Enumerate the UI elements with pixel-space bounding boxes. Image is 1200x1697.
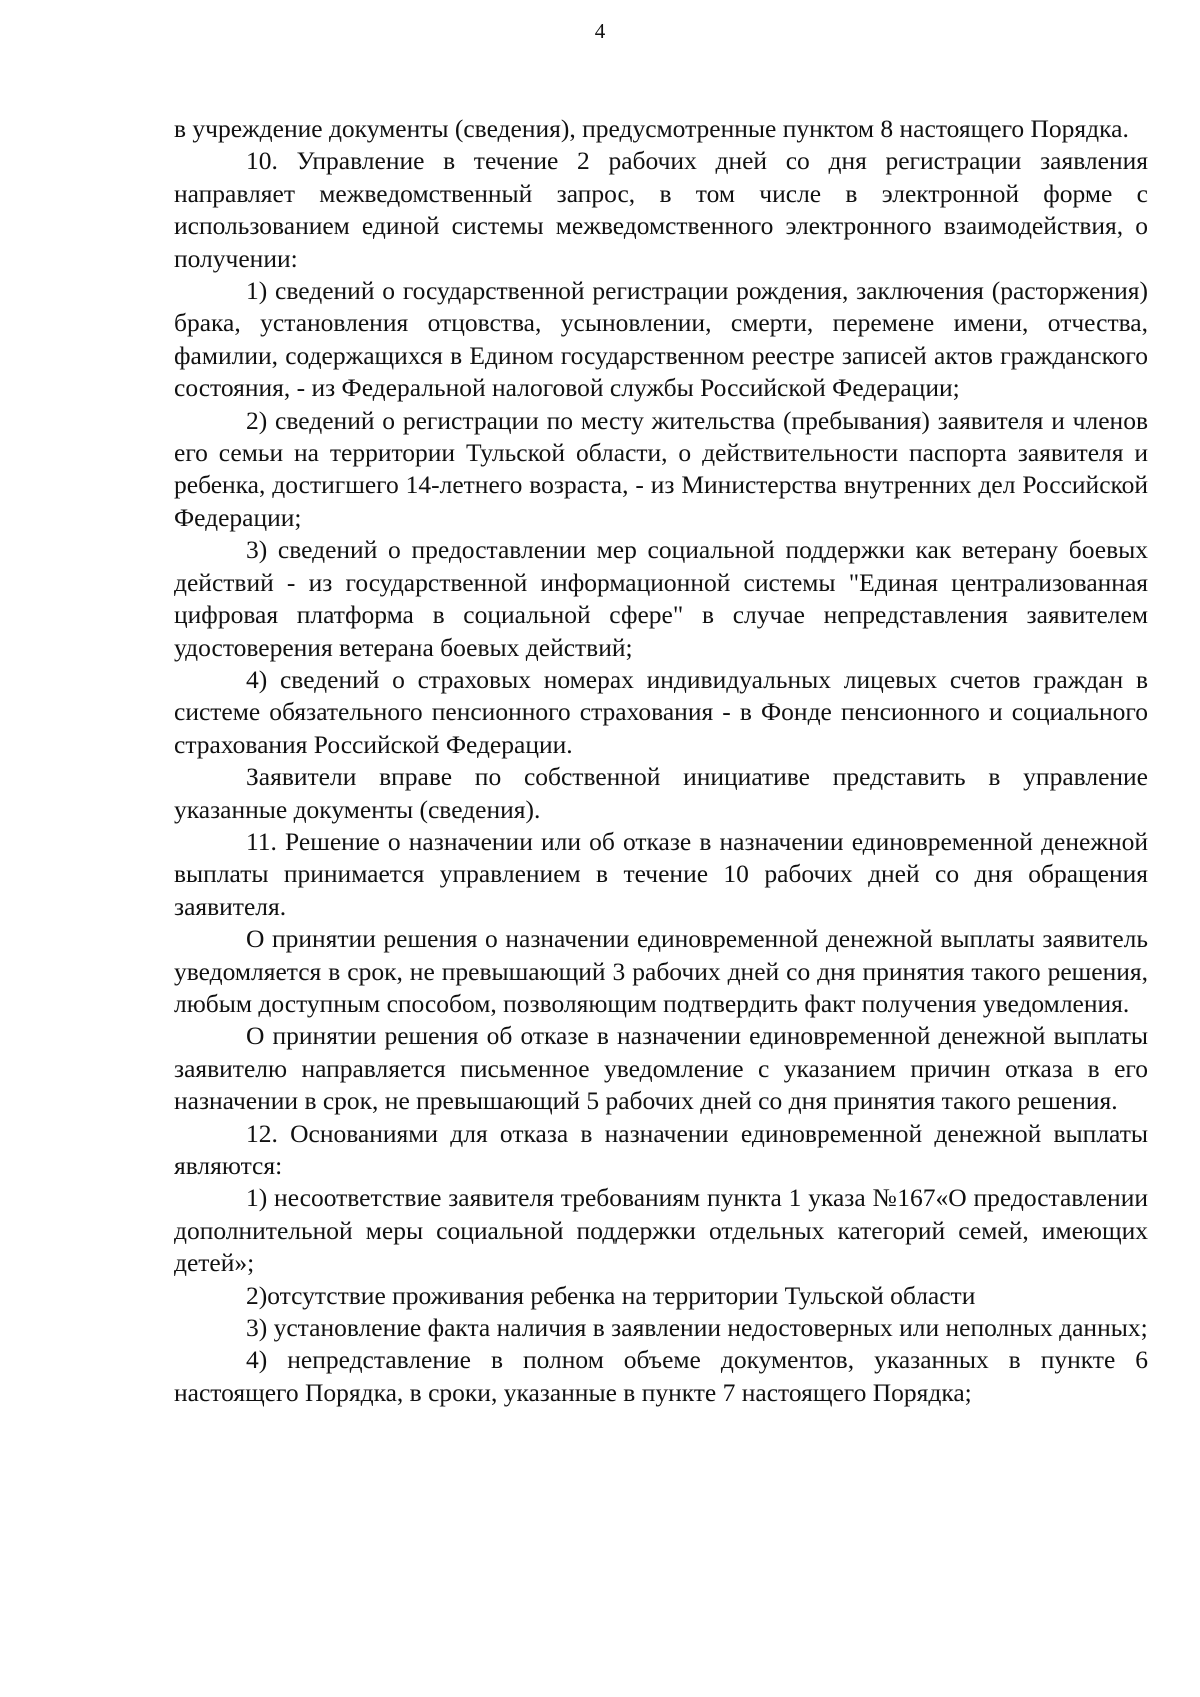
paragraph-subitem-12-2: 2)отсутствие проживания ребенка на территории Тульской области	[246, 1280, 976, 1310]
paragraph-item-11: 11. Решение о назначении или об отказе в назначении единовременной денежной выплаты принимается управлением в течение 10 рабочих дней со дня обращения заявителя.	[174, 826, 1148, 921]
paragraph-subitem-10-2: 2) сведений о регистрации по месту жительства (пребывания) заявителя и членов его семьи на территории Тульской области, о действительности паспорта заявителя и ребенка, достигшего 14-летнего возраста, - из Министерства внутренних дел Российской Федерации;	[174, 405, 1148, 532]
paragraph-item-10: 10. Управление в течение 2 рабочих дней со дня регистрации заявления направляет межведомственный запрос, в том числе в электронной форме с использованием единой системы межведомственного электронного взаимодействия, о получении:	[174, 146, 1148, 273]
paragraph-subitem-10-1: 1) сведений о государственной регистрации рождения, заключения (расторжения) брака, установления отцовства, усыновлении, смерти, перемене имени, отчества, фамилии, содержащихся в Едином государственном реестре записей актов гражданского состояния, - из Федеральной налоговой службы Российской Федерации;	[174, 276, 1148, 403]
paragraph-subitem-12-3: 3) установление факта наличия в заявлении недостоверных или неполных данных;	[246, 1313, 1148, 1343]
paragraph-refusal-notice: О принятии решения об отказе в назначении единовременной денежной выплаты заявителю направляется письменное уведомление с указанием причин отказа в его назначении в срок, не превышающий 5 рабочих дней со дня принятия такого решения.	[174, 1021, 1148, 1116]
paragraph-continuation: в учреждение документы (сведения), предусмотренные пунктом 8 настоящего Порядка.	[174, 114, 1129, 143]
paragraph-subitem-12-4: 4) непредставление в полном объеме документов, указанных в пункте 6 настоящего Порядка, в сроки, указанные в пункте 7 настоящего Порядка;	[174, 1345, 1148, 1407]
document-body	[174, 113, 1148, 1409]
page-number: 4	[594, 19, 606, 43]
paragraph-subitem-12-1: 1) несоответствие заявителя требованиям пункта 1 указа №167«О предоставлении дополнительной меры социальной поддержки отдельных категорий семей, имеющих детей»;	[174, 1183, 1148, 1278]
paragraph-subitem-10-4: 4) сведений о страховых номерах индивидуальных лицевых счетов граждан в системе обязательного пенсионного страхования - в Фонде пенсионного и социального страхования Российской Федерации.	[174, 664, 1148, 759]
paragraph-subitem-10-3: 3) сведений о предоставлении мер социальной поддержки как ветерану боевых действий - из государственной информационной системы "Единая централизованная цифровая платформа в социальной сфере" в случае непредставления заявителем удостоверения ветерана боевых действий;	[174, 535, 1148, 662]
paragraph-applicants-right: Заявители вправе по собственной инициативе представить в управление указанные документы (сведения).	[174, 762, 1148, 824]
paragraph-item-12: 12. Основаниями для отказа в назначении единовременной денежной выплаты являются:	[174, 1118, 1148, 1180]
paragraph-decision-notice: О принятии решения о назначении единовременной денежной выплаты заявитель уведомляется в срок, не превышающий 3 рабочих дней со дня принятия такого решения, любым доступным способом, позволяющим подтвердить факт получения уведомления.	[174, 924, 1148, 1018]
